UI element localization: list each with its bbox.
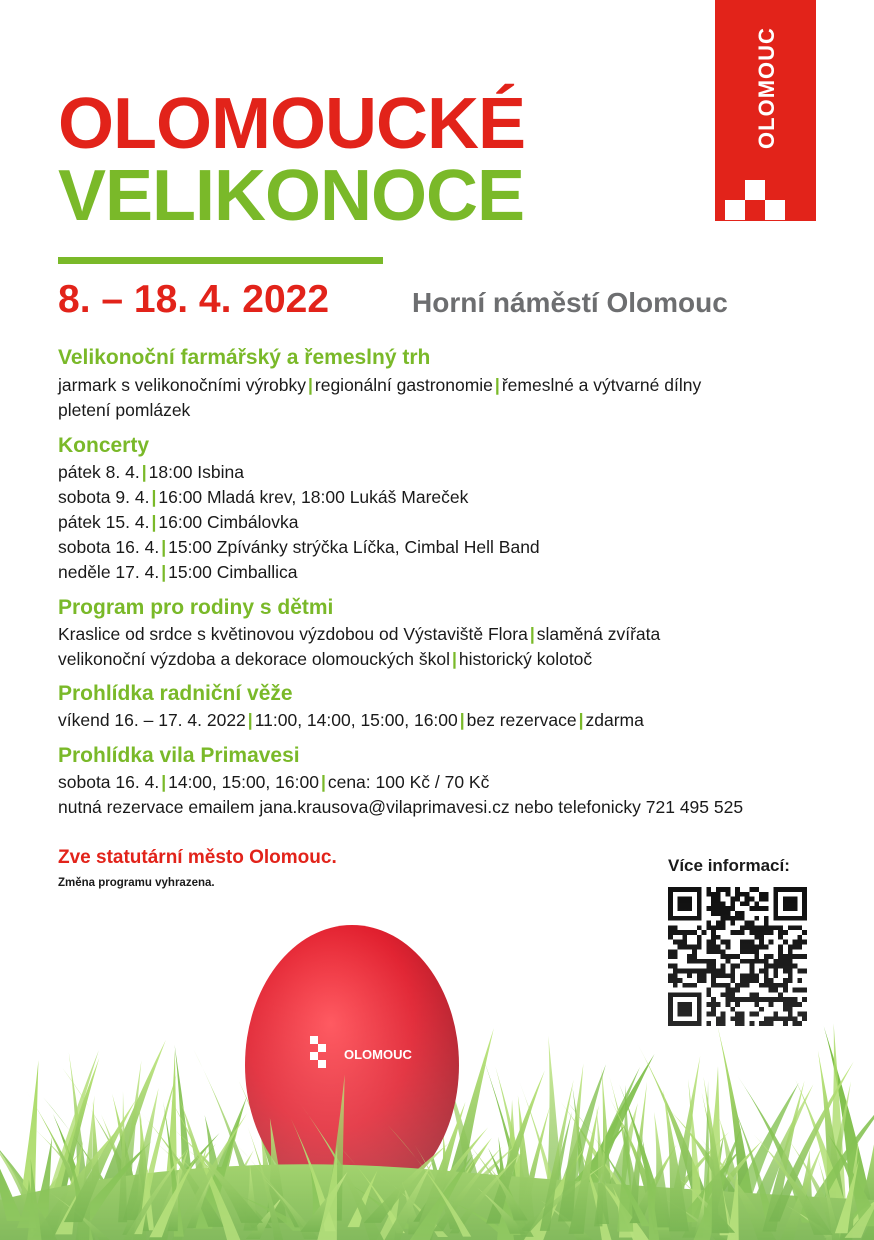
market-line-2: pletení pomlázek [58,400,191,420]
egg-in-grass-image [0,900,874,1240]
tower-price: zdarma [585,710,644,730]
concert-text: 16:00 Cimbálovka [158,512,299,532]
villa-times: 14:00, 15:00, 16:00 [168,772,319,792]
market-line-1: jarmark s velikonočními výrobky | regionální gastronomie | řemeslné a výtvarné dílny [58,375,702,395]
event-place: Horní náměstí Olomouc [412,287,728,318]
heading-concerts: Koncerty [58,434,150,457]
concert-day: sobota 16. 4. [58,537,160,557]
concert-day: pátek 8. 4. [58,462,140,482]
title-line-2: VELIKONOCE [58,156,525,236]
title-line-1: OLOMOUCKÉ [58,84,525,164]
market-item: řemeslné a výtvarné dílny [501,375,702,395]
families-line-2: velikonoční výzdoba a dekorace olomouckých škol | historický kolotoč [58,649,593,669]
families-item: velikonoční výzdoba a dekorace olomouckých škol [58,649,451,669]
families-item: slaměná zvířata [536,624,661,644]
villa-line-1: sobota 16. 4. | 14:00, 15:00, 16:00 | cena: 100 Kč / 70 Kč [58,772,490,792]
concert-day: pátek 15. 4. [58,512,150,532]
title-divider [58,257,383,264]
concert-text: 16:00 Mladá krev, 18:00 Lukáš Mareček [158,487,469,507]
market-item: regionální gastronomie [314,375,493,395]
concert-day: sobota 9. 4. [58,487,150,507]
checker-logo-icon [715,180,816,221]
invitation-text: Zve statutární město Olomouc. [58,847,337,868]
concert-row: neděle 17. 4. | 15:00 Cimballica [58,562,298,582]
villa-line-2: nutná rezervace emailem jana.krausova@vilaprimavesi.cz nebo telefonicky 721 495 525 [58,797,744,817]
concert-day: neděle 17. 4. [58,562,160,582]
heading-families: Program pro rodiny s dětmi [58,596,334,619]
program-change-note: Změna programu vyhrazena. [58,877,215,889]
heading-tower: Prohlídka radniční věže [58,682,293,705]
tower-line: víkend 16. – 17. 4. 2022 | 11:00, 14:00, 15:00, 16:00 | bez rezervace | zdarma [58,710,644,730]
heading-villa: Prohlídka vila Primavesi [58,744,300,767]
concert-row: pátek 15. 4. | 16:00 Cimbálovka [58,512,299,532]
families-line-1: Kraslice od srdce s květinovou výzdobou od Výstaviště Flora | slaměná zvířata [58,624,661,644]
villa-date: sobota 16. 4. [58,772,160,792]
event-dates: 8. – 18. 4. 2022 [58,278,330,321]
heading-market: Velikonoční farmářský a řemeslný trh [58,346,431,369]
concert-row: sobota 9. 4. | 16:00 Mladá krev, 18:00 Lukáš Mareček [58,487,469,507]
tower-reservation: bez rezervace [466,710,577,730]
tower-date: víkend 16. – 17. 4. 2022 [58,710,246,730]
tower-times: 11:00, 14:00, 15:00, 16:00 [254,710,458,730]
market-item: jarmark s velikonočními výrobky [58,375,306,395]
families-item: historický kolotoč [458,649,593,669]
concert-row: sobota 16. 4. | 15:00 Zpívánky strýčka Líčka, Cimbal Hell Band [58,537,540,557]
more-info-label: Více informací: [668,856,790,875]
concert-text: 18:00 Isbina [148,462,244,482]
city-banner [715,0,816,221]
banner-logo-text: OLOMOUC [754,27,779,149]
concert-text: 15:00 Zpívánky strýčka Líčka, Cimbal Hell Band [168,537,540,557]
concert-row: pátek 8. 4. | 18:00 Isbina [58,462,244,482]
families-item: Kraslice od srdce s květinovou výzdobou od Výstaviště Flora [58,624,528,644]
villa-price: cena: 100 Kč / 70 Kč [327,772,490,792]
concert-text: 15:00 Cimballica [168,562,298,582]
